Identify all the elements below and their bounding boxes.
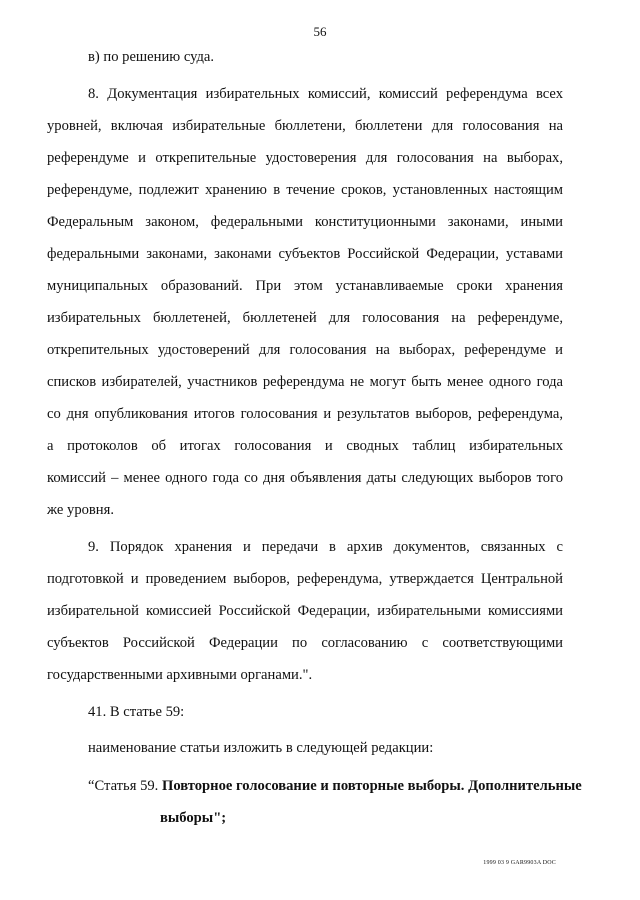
article-heading-line2 <box>160 809 460 827</box>
page-number: 56 <box>313 24 327 39</box>
footer-document-code: 1999 03 9 GAR9903A DOC <box>483 860 556 866</box>
text-line: референдуме и открепительные удостоверения для голосования на выборах, <box>47 150 563 166</box>
text-line: комиссий – менее одного года со дня объявления даты следующих выборов того <box>47 470 563 486</box>
text-line: а протоколов об итогах голосования и сводных таблиц избирательных <box>47 438 563 454</box>
article-heading-title-cont: выборы <box>160 810 214 826</box>
text-line: избирательной комиссией Российской Федерации, избирательными комиссиями <box>47 603 563 619</box>
text-line: федеральными законами, законами субъектов Российской Федерации, уставами <box>47 246 563 262</box>
text-line: же уровня. <box>47 502 114 518</box>
article-heading-line1 <box>88 777 582 795</box>
text-line: субъектов Российской Федерации по согласованию с соответствующими <box>47 635 563 651</box>
text-line: 41. В статье 59: <box>88 704 185 720</box>
article-heading-prefix: “Статья 59. <box>88 778 162 794</box>
article-heading-suffix: "; <box>213 810 227 826</box>
article-heading-title: Повторное голосование и повторные выборы. Дополнительные <box>161 778 582 794</box>
text-line: открепительных удостоверений для голосования на выборах, референдуме и <box>47 342 563 358</box>
text-line: 9. Порядок хранения и передачи в архив документов, связанных с <box>88 539 563 555</box>
text-line: избирательных бюллетеней, бюллетеней для голосования на референдуме, <box>47 310 563 326</box>
text-line: списков избирателей, участников референдума не могут быть менее одного года <box>47 374 563 390</box>
text-line: 8. Документация избирательных комиссий, комиссий референдума всех <box>88 86 563 102</box>
text-line: уровней, включая избирательные бюллетени, бюллетени для голосования на <box>47 118 563 134</box>
text-line: Федеральным законом, федеральными конституционными законами, иными <box>47 214 563 230</box>
text-line: государственными архивными органами.". <box>47 667 313 683</box>
text-line: со дня опубликования итогов голосования и результатов выборов, референдума, <box>47 406 563 422</box>
text-line: референдуме, подлежит хранению в течение сроков, установленных настоящим <box>47 182 563 198</box>
text-line: наименование статьи изложить в следующей редакции: <box>88 740 434 756</box>
text-line: муниципальных образований. При этом устанавливаемые сроки хранения <box>47 278 563 294</box>
text-line: подготовкой и проведением выборов, референдума, утверждается Центральной <box>47 571 563 587</box>
text-line: в) по решению суда. <box>88 49 215 65</box>
